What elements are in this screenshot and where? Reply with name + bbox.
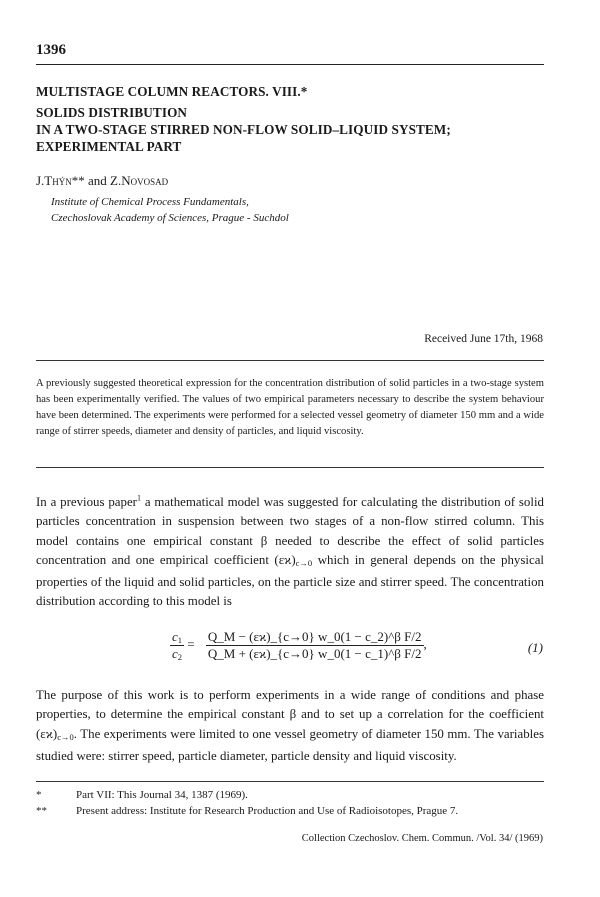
equation-number: (1)	[527, 640, 543, 655]
p1-text-b: a mathematical model was suggested for calculating the distribution of solid particles concentration in suspension between two stages of a non-flow stirred column. This model contains one empirical constant β needed to describe the effect of solid particles concentration and one empirical coefficient (εϰ)	[36, 495, 544, 567]
footnote-2	[36, 805, 458, 817]
author-line	[36, 173, 168, 189]
abstract-bottom-rule	[36, 467, 544, 468]
p2-text-b: . The experiments were limited to one vessel geometry of diameter 150 mm. The variables studied were: stirrer speed, particle diameter, particle density and liquid viscosity.	[36, 726, 544, 763]
equation-rhs-numerator: Q_M − (εϰ)_{c→0} w_0(1 − c_2)^β F/2	[207, 629, 422, 644]
affiliation-line-2: Czechoslovak Academy of Sciences, Prague - Suchdol	[51, 212, 289, 224]
author-1: J.Thýn**	[36, 173, 85, 188]
author-conjunction: and	[88, 173, 107, 188]
abstract-text: A previously suggested theoretical expression for the concentration distribution of solid particles in a two-stage system has been experimentally verified. The values of two empirical parameters necessary to describe the system behaviour have been determined. The experiments were performed for a selected vessel geometry of diameter 150 mm and a wide range of stirrer speeds, diameter and density of particles, and liquid viscosity.	[36, 378, 544, 437]
footnote-mark: *	[36, 789, 42, 801]
equation-1	[170, 629, 427, 662]
body-paragraph-2	[36, 686, 544, 766]
equation-equals: =	[187, 636, 195, 652]
equation-lhs-fraction: $\frac{c_1}{c_2}$	[172, 629, 183, 662]
author-2: Z.Novosad	[110, 173, 169, 188]
equation-trailing: ,	[423, 636, 427, 652]
abstract-top-rule	[36, 360, 544, 361]
equation-rhs-denominator: Q_M + (εϰ)_{c→0} w_0(1 − c_1)^β F/2	[207, 646, 422, 661]
p1-text-c: which in general depends on the physical properties of the liquid and solid particles, on the particle size and stirrer speed. The concentration distribution according to this model is	[36, 552, 544, 609]
footnote-text: Part VII: This Journal 34, 1387 (1969).	[76, 789, 248, 801]
p2-text-a: The purpose of this work is to perform experiments in a wide range of conditions and phase properties, to determine the empirical constant β and to set up a correlation for the coefficient (εϰ)	[36, 688, 544, 741]
article-subtitle-line-2: IN A TWO-STAGE STIRRED NON-FLOW SOLID–LIQUID SYSTEM;	[36, 122, 451, 137]
article-subtitle-line-1: SOLIDS DISTRIBUTION	[36, 105, 188, 120]
journal-footer: Collection Czechoslov. Chem. Commun. /Vol. 34/ (1969)	[301, 833, 543, 844]
article-subtitle-line-3: EXPERIMENTAL PART	[36, 139, 182, 154]
header-rule	[36, 64, 544, 65]
p1-subscript: c→0	[295, 557, 313, 568]
article-title: MULTISTAGE COLUMN REACTORS. VIII.*	[36, 84, 308, 99]
page-number: 1396	[36, 42, 66, 58]
p1-text-a: In a previous paper	[36, 495, 137, 509]
equation-rhs-fraction	[206, 629, 424, 662]
p2-subscript: c→0	[57, 731, 74, 742]
affiliation-line-1: Institute of Chemical Process Fundamentals,	[51, 196, 249, 208]
footnote-rule	[36, 781, 544, 782]
body-paragraph-1	[36, 493, 544, 612]
footnote-mark: **	[36, 805, 47, 817]
received-date: Received June 17th, 1968	[424, 333, 543, 345]
reference-marker[interactable]: 1	[136, 493, 141, 503]
footnote-text: Present address: Institute for Research Production and Use of Radioisotopes, Prague 7.	[76, 805, 459, 817]
footnote-1	[36, 789, 248, 801]
